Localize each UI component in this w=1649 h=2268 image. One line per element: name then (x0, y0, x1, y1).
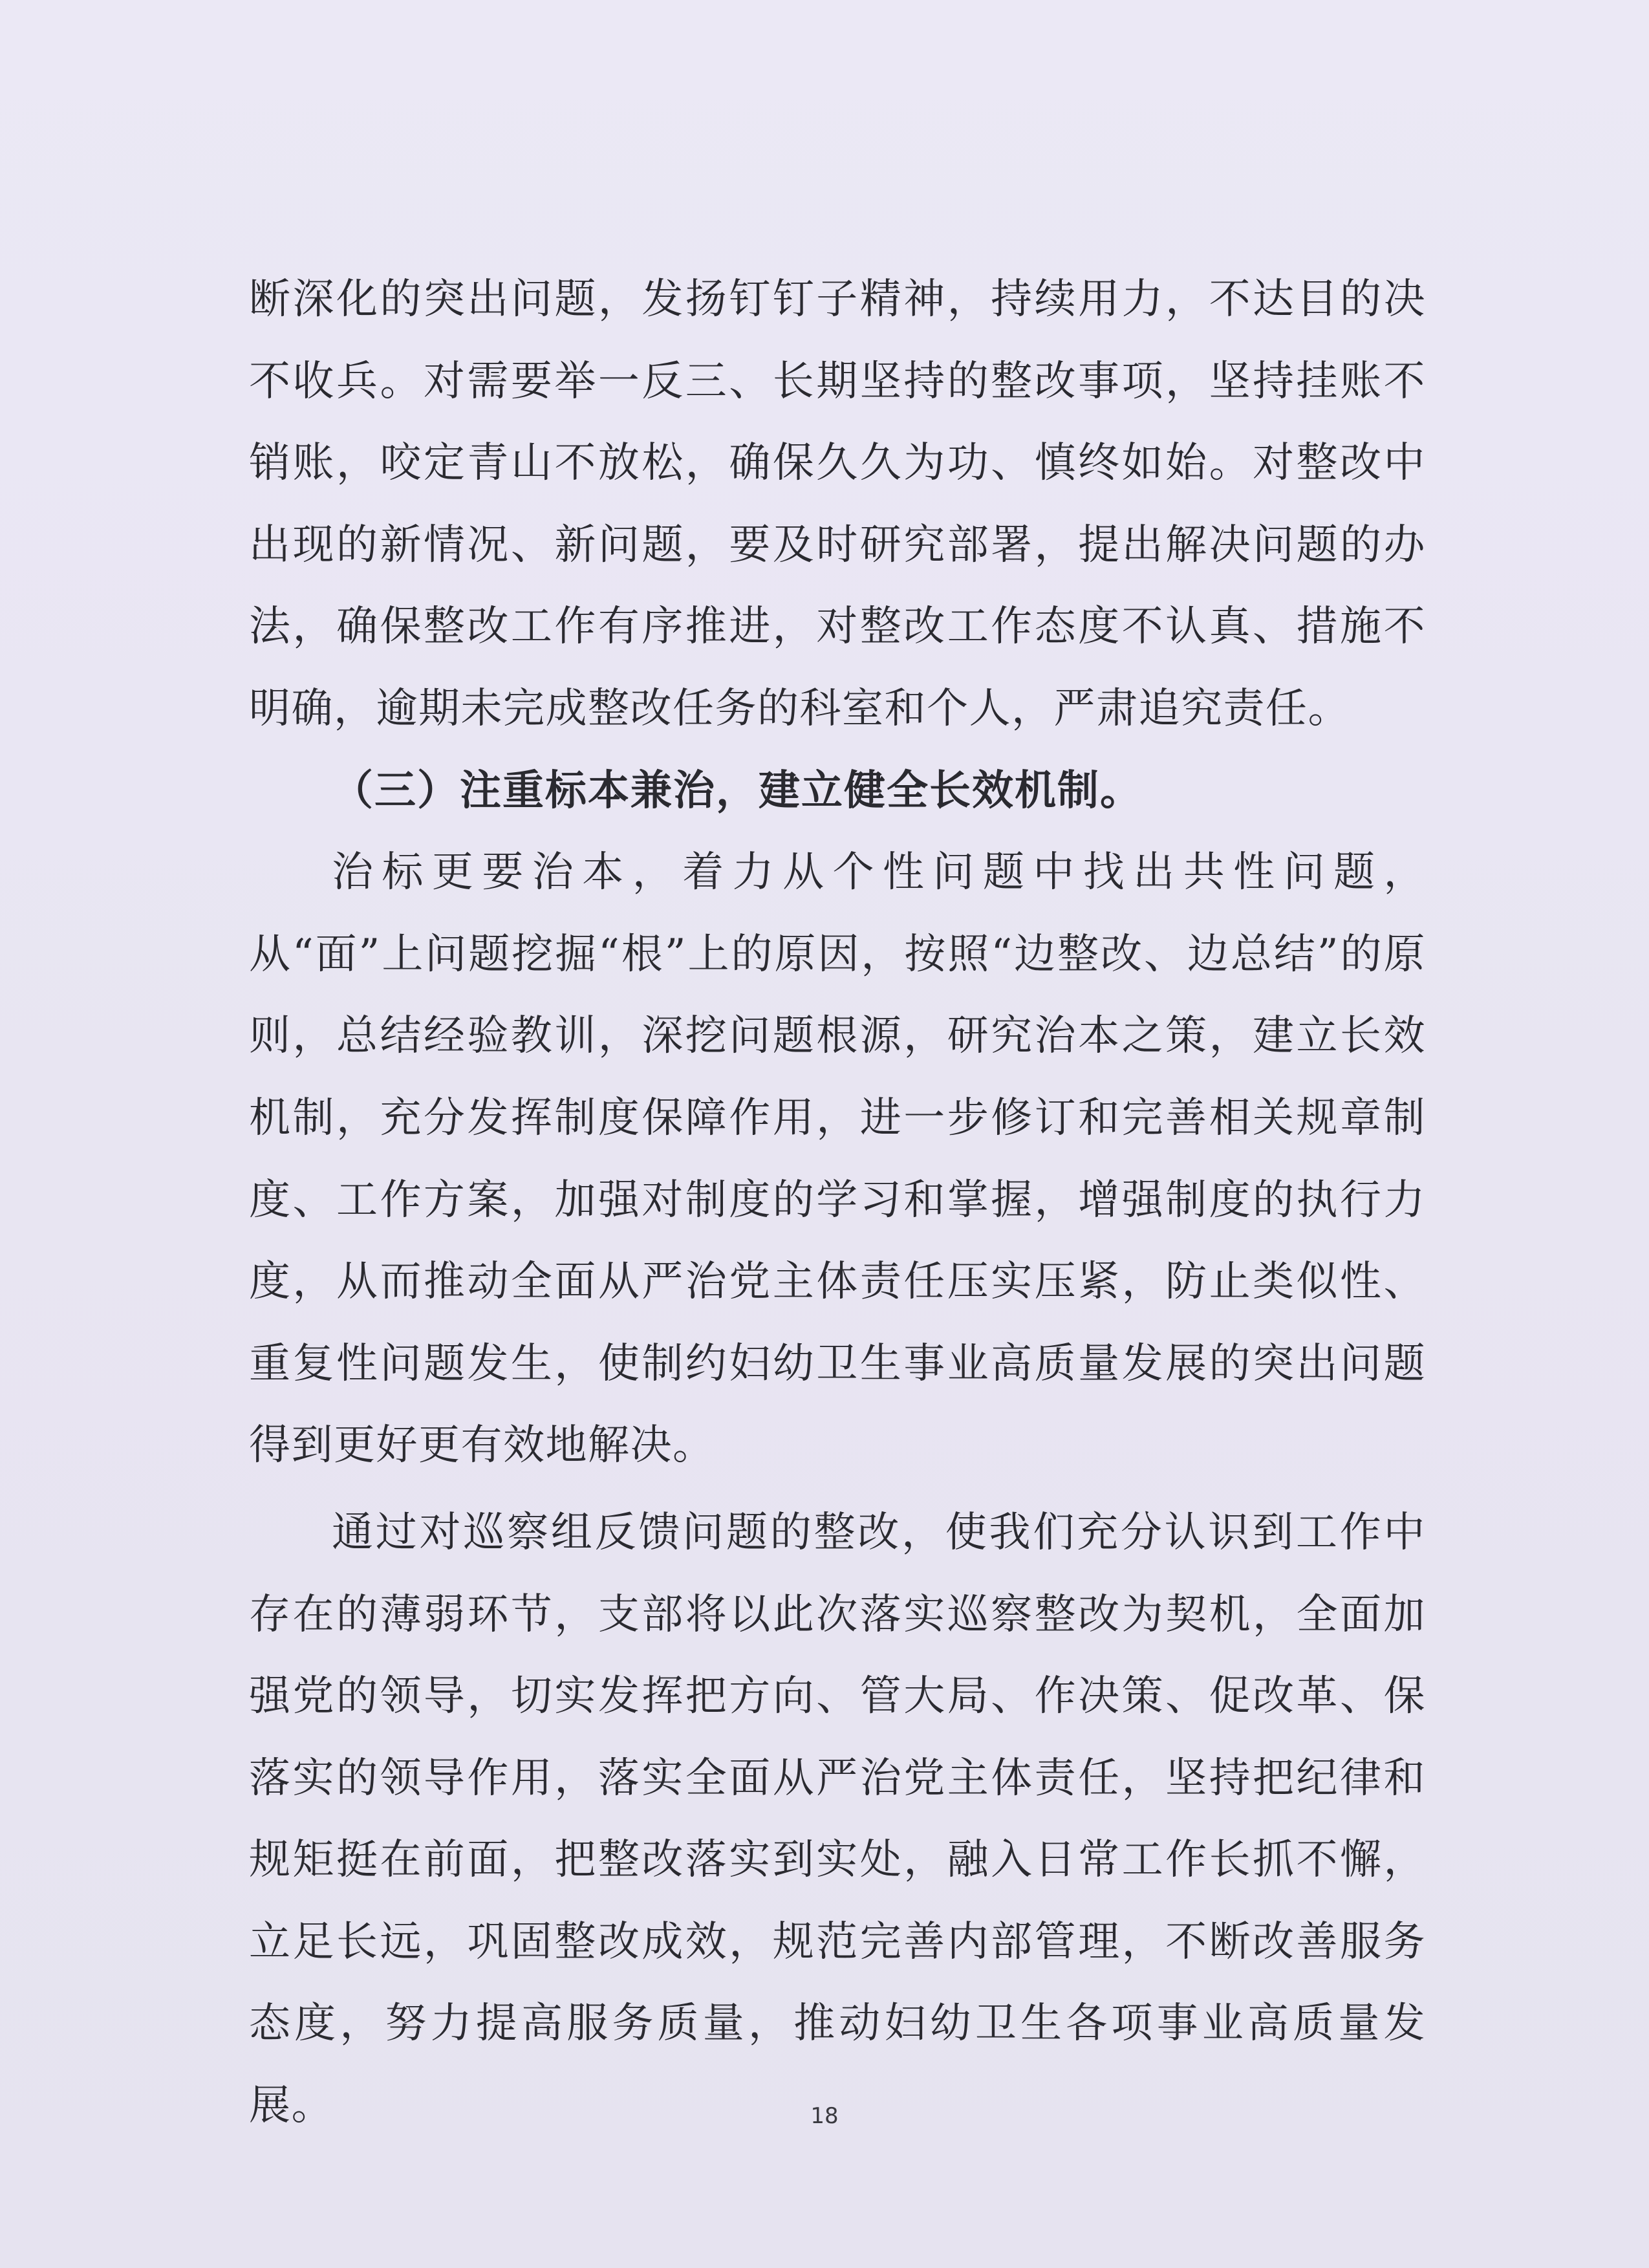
page-number: 18 (810, 2103, 839, 2129)
paragraph-continued: 断深化的突出问题，发扬钉钉子精神，持续用力，不达目的决不收兵。对需要举一反三、长期坚持的整改事项，坚持挂账不销账，咬定青山不放松，确保久久为功、慎终如始。对整改中出现的新情况、新问题，要及时研究部署，提出解决问题的办法，确保整改工作有序推进，对整改工作态度不认真、措施不明确，逾期未完成整改任务的科室和个人，严肃追究责任。 (249, 275, 1426, 733)
document-body (249, 259, 1426, 2147)
paragraph-root-cause: 治标更要治本，着力从个性问题中找出共性问题，从“面”上问题挖掘“根”上的原因，按照“边整改、边总结”的原则，总结经验教训，深挖问题根源，研究治本之策，建立长效机制，充分发挥制度保障作用，进一步修订和完善相关规章制度、工作方案，加强对制度的学习和掌握，增强制度的执行力度，从而推动全面从严治党主体责任压实压紧，防止类似性、重复性问题发生，使制约妇幼卫生事业高质量发展的突出问题得到更好更有效地解决。 (249, 848, 1426, 1470)
paragraph-conclusion: 通过对巡察组反馈问题的整改，使我们充分认识到工作中存在的薄弱环节，支部将以此次落实巡察整改为契机，全面加强党的领导，切实发挥把方向、管大局、作决策、促改革、保落实的领导作用，落实全面从严治党主体责任，坚持把纪律和规矩挺在前面，把整改落实到实处，融入日常工作长抓不懈，立足长远，巩固整改成效，规范完善内部管理，不断改善服务态度，努力提高服务质量，推动妇幼卫生各项事业高质量发展。 (249, 1508, 1426, 2130)
section-heading-3: （三）注重标本兼治，建立健全长效机制。 (332, 766, 1143, 815)
